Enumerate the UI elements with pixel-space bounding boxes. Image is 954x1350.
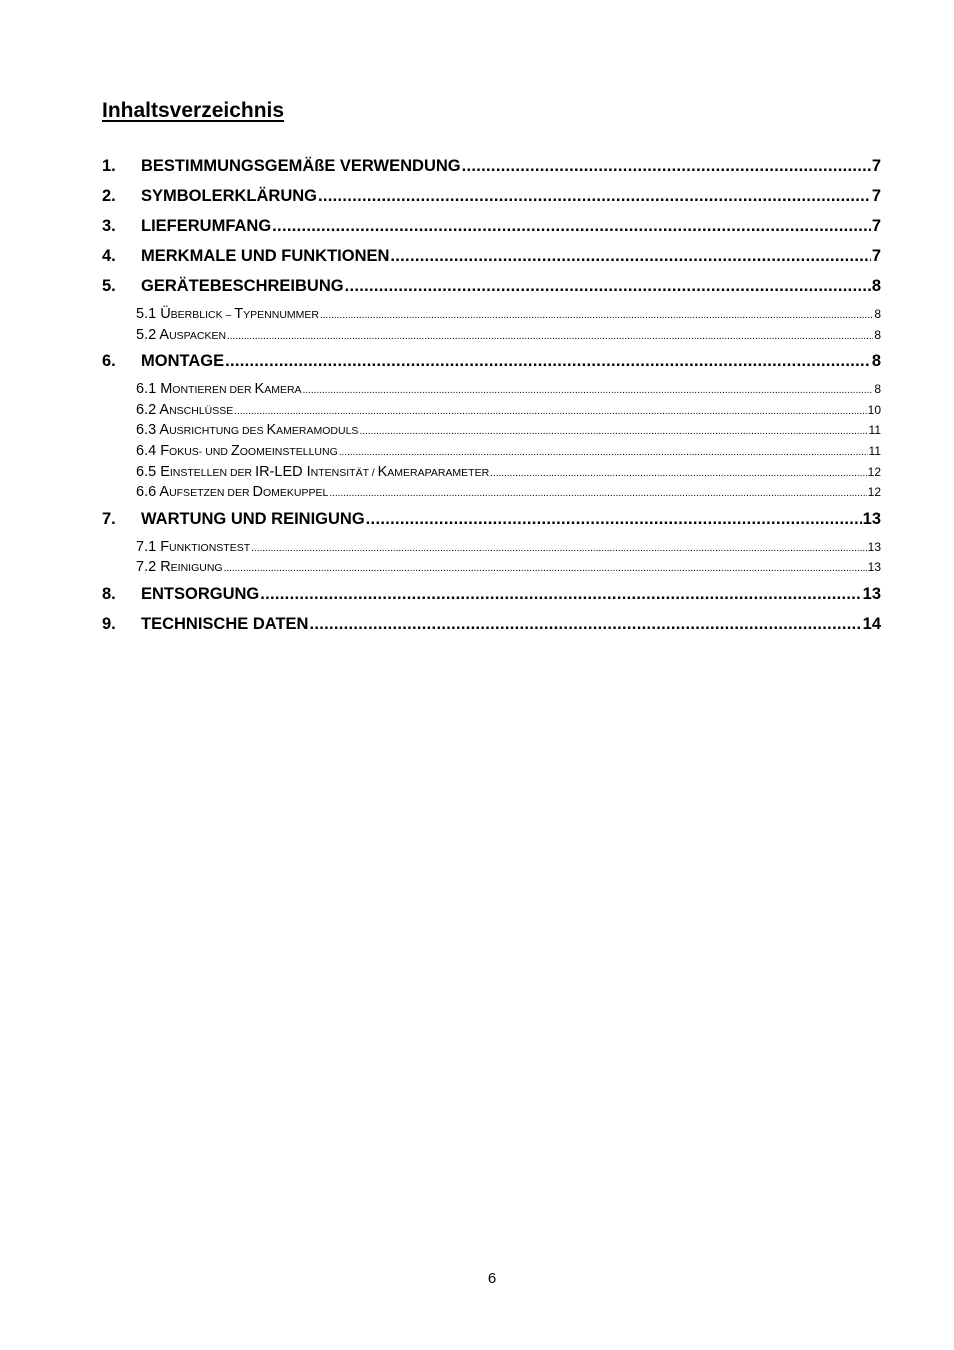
toc-entry-number: 3. bbox=[102, 217, 116, 235]
toc-entry-page: 13 bbox=[862, 509, 881, 528]
toc-sub-entry-title bbox=[136, 462, 489, 483]
dot-leader bbox=[318, 186, 871, 206]
dot-leader bbox=[225, 351, 871, 371]
small-caps-text: UNKTIONSTEST bbox=[169, 541, 251, 554]
toc-sub-entry[interactable] bbox=[102, 304, 881, 325]
dot-leader bbox=[462, 156, 871, 176]
small-caps-initial: K bbox=[377, 463, 388, 480]
dot-leader bbox=[227, 327, 873, 346]
toc-sub-entry-number: 5.2 bbox=[136, 326, 160, 343]
toc-sub-entry-text: IR-LED bbox=[255, 463, 307, 480]
page-number: 6 bbox=[487, 1270, 497, 1287]
toc-entry-title: GERÄTEBESCHREIBUNG bbox=[141, 277, 344, 295]
toc-sub-list bbox=[102, 304, 881, 345]
toc-entry-title: MERKMALE UND FUNKTIONEN bbox=[141, 247, 390, 265]
toc-entry-page: 14 bbox=[862, 614, 881, 633]
small-caps-text: NSCHLÜSSE bbox=[169, 404, 234, 417]
toc-sub-entry-number: 6.2 bbox=[136, 401, 160, 418]
toc-sub-entry-number: 7.1 bbox=[136, 538, 161, 555]
small-caps-initial: D bbox=[252, 484, 263, 501]
small-caps-initial: I bbox=[306, 463, 311, 480]
dot-leader bbox=[490, 464, 866, 483]
toc-entry-title: MONTAGE bbox=[141, 352, 225, 371]
small-caps-initial: K bbox=[254, 381, 265, 398]
toc-entry-number: 1. bbox=[102, 157, 116, 175]
small-caps-text: OMEKUPPEL bbox=[262, 487, 329, 500]
dot-leader bbox=[359, 422, 867, 441]
table-of-contents bbox=[102, 156, 881, 644]
toc-sub-entry-page: 11 bbox=[868, 443, 881, 458]
toc-entry-page: 8 bbox=[871, 277, 881, 295]
toc-sub-entry[interactable] bbox=[102, 482, 881, 503]
small-caps-text: BERBLICK – bbox=[170, 309, 235, 321]
small-caps-initial: Ü bbox=[160, 306, 171, 322]
small-caps-text: EINIGUNG bbox=[170, 562, 223, 575]
toc-sub-entry-title bbox=[136, 325, 226, 346]
toc-entry[interactable] bbox=[102, 216, 881, 236]
toc-entry-title: BESTIMMUNGSGEMÄßE VERWENDUNG bbox=[141, 157, 461, 175]
small-caps-text: AMERA bbox=[264, 384, 302, 397]
toc-entry-page: 7 bbox=[871, 217, 881, 235]
toc-sub-entry-number: 6.4 bbox=[136, 442, 161, 459]
toc-sub-entry[interactable] bbox=[102, 537, 881, 558]
dot-leader bbox=[272, 216, 871, 236]
toc-sub-entry-page: 12 bbox=[867, 485, 881, 500]
toc-sub-entry-page: 13 bbox=[867, 539, 881, 554]
dot-leader bbox=[329, 484, 866, 503]
toc-entry[interactable] bbox=[102, 351, 881, 371]
toc-sub-entry-page: 12 bbox=[867, 464, 881, 479]
toc-entry-number: 8. bbox=[102, 584, 116, 603]
small-caps-initial: M bbox=[160, 381, 173, 398]
toc-entry[interactable] bbox=[102, 509, 881, 529]
toc-sub-entry-number: 6.1 bbox=[136, 381, 161, 398]
toc-entry-page: 8 bbox=[871, 352, 881, 371]
small-caps-initial: F bbox=[160, 442, 170, 459]
toc-sub-entry-number: 5.1 bbox=[136, 306, 161, 322]
small-caps-initial: A bbox=[159, 484, 170, 501]
toc-sub-entry-title bbox=[136, 482, 328, 503]
page-title: Inhaltsverzeichnis bbox=[102, 99, 285, 122]
toc-sub-entry-title bbox=[136, 379, 302, 400]
toc-entry-title: TECHNISCHE DATEN bbox=[141, 614, 309, 633]
dot-leader bbox=[224, 559, 867, 578]
toc-entry-number: 4. bbox=[102, 247, 116, 265]
dot-leader bbox=[234, 402, 866, 421]
toc-entry[interactable] bbox=[102, 614, 881, 634]
toc-sub-entry-number: 6.5 bbox=[136, 463, 161, 480]
toc-sub-entry[interactable] bbox=[102, 441, 881, 462]
small-caps-initial: R bbox=[160, 559, 171, 576]
dot-leader bbox=[345, 276, 871, 296]
small-caps-text: AMERAPARAMETER bbox=[387, 466, 490, 479]
toc-sub-entry[interactable] bbox=[102, 557, 881, 578]
dot-leader bbox=[320, 306, 873, 325]
toc-sub-entry-title bbox=[136, 557, 223, 578]
toc-entry-page: 7 bbox=[871, 157, 881, 175]
toc-sub-entry-title bbox=[136, 537, 250, 558]
dot-leader bbox=[366, 509, 862, 529]
small-caps-text: USRICHTUNG DES bbox=[169, 425, 267, 438]
dot-leader bbox=[309, 614, 861, 634]
small-caps-text: AMERAMODULS bbox=[276, 425, 359, 438]
toc-entry-title: LIEFERUMFANG bbox=[141, 217, 272, 235]
toc-sub-entry[interactable] bbox=[102, 462, 881, 483]
toc-entry[interactable] bbox=[102, 584, 881, 604]
dot-leader bbox=[251, 539, 867, 558]
toc-sub-entry-title bbox=[136, 304, 319, 325]
toc-entry-number: 6. bbox=[102, 352, 116, 371]
toc-entry-title: ENTSORGUNG bbox=[141, 584, 260, 603]
toc-sub-entry-page: 8 bbox=[874, 382, 881, 397]
toc-entry[interactable] bbox=[102, 246, 881, 266]
toc-entry-title: WARTUNG UND REINIGUNG bbox=[141, 509, 365, 528]
small-caps-text: INSTELLEN DER bbox=[169, 466, 256, 479]
toc-sub-entry[interactable] bbox=[102, 379, 881, 400]
toc-entry-title: SYMBOLERKLÄRUNG bbox=[141, 187, 317, 205]
small-caps-text: OKUS- UND bbox=[169, 445, 231, 458]
toc-sub-entry[interactable] bbox=[102, 325, 881, 346]
small-caps-initial: Z bbox=[230, 442, 240, 459]
toc-sub-entry-page: 10 bbox=[867, 402, 881, 417]
toc-sub-entry-page: 11 bbox=[868, 423, 881, 438]
toc-entry-page: 7 bbox=[871, 187, 881, 205]
small-caps-initial: E bbox=[160, 463, 170, 480]
small-caps-initial: K bbox=[266, 422, 277, 439]
dot-leader bbox=[260, 584, 861, 604]
toc-entry-number: 2. bbox=[102, 187, 116, 205]
toc-sub-list bbox=[102, 537, 881, 578]
toc-sub-entry-number: 6.3 bbox=[136, 422, 160, 439]
dot-leader bbox=[339, 443, 868, 462]
small-caps-text: USPACKEN bbox=[169, 329, 227, 342]
toc-sub-entry-title bbox=[136, 420, 358, 441]
small-caps-initial: A bbox=[159, 422, 170, 439]
toc-sub-entry-title bbox=[136, 400, 233, 421]
small-caps-initial: A bbox=[159, 326, 170, 343]
toc-sub-list bbox=[102, 379, 881, 503]
toc-sub-entry-number: 7.2 bbox=[136, 559, 161, 576]
toc-entry[interactable] bbox=[102, 276, 881, 296]
dot-leader bbox=[303, 381, 874, 400]
toc-entry[interactable] bbox=[102, 156, 881, 176]
toc-sub-entry-page: 13 bbox=[867, 560, 881, 575]
toc-entry[interactable] bbox=[102, 186, 881, 206]
toc-entry-page: 7 bbox=[871, 247, 881, 265]
toc-entry-number: 5. bbox=[102, 277, 116, 295]
dot-leader bbox=[390, 246, 870, 266]
toc-sub-entry[interactable] bbox=[102, 420, 881, 441]
small-caps-initial: A bbox=[159, 401, 170, 418]
small-caps-text: ONTIEREN DER bbox=[172, 384, 255, 397]
toc-sub-entry-title bbox=[136, 441, 338, 462]
toc-entry-number: 9. bbox=[102, 614, 116, 633]
small-caps-text: NTENSITÄT / bbox=[310, 466, 378, 479]
toc-entry-number: 7. bbox=[102, 509, 116, 528]
small-caps-initial: F bbox=[160, 538, 170, 555]
toc-entry-page: 13 bbox=[862, 584, 881, 603]
toc-sub-entry-page: 8 bbox=[874, 307, 881, 321]
small-caps-text: UFSETZEN DER bbox=[169, 487, 253, 500]
small-caps-initial: T bbox=[234, 306, 244, 322]
small-caps-text: YPENNUMMER bbox=[243, 309, 319, 321]
toc-sub-entry[interactable] bbox=[102, 400, 881, 421]
toc-sub-entry-number: 6.6 bbox=[136, 484, 160, 501]
toc-sub-entry-page: 8 bbox=[874, 327, 881, 342]
small-caps-text: OOMEINSTELLUNG bbox=[239, 445, 338, 458]
